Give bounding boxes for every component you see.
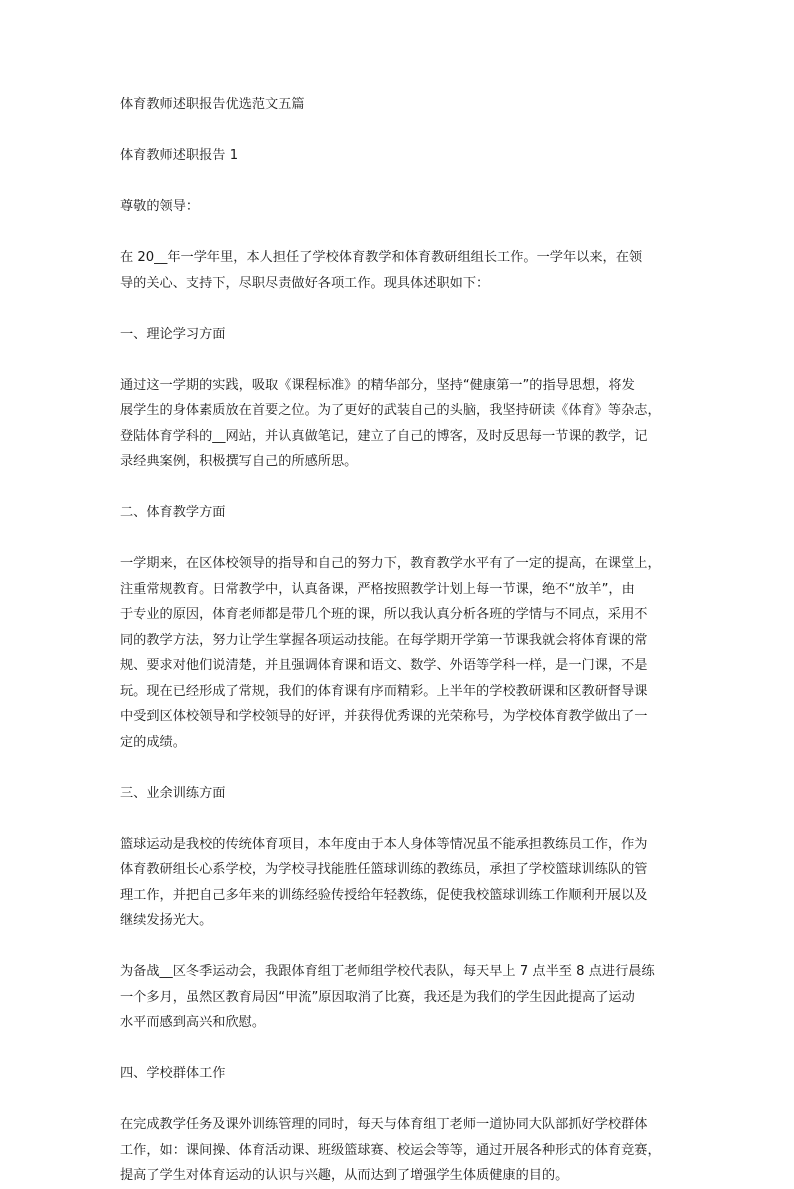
document-title: 体育教师述职报告优选范文五篇 — [120, 97, 305, 112]
paragraph-line: 水平而感到高兴和欣慰。 — [120, 1015, 266, 1030]
paragraph-line: 规、要求对他们说清楚，并且强调体育课和语文、数学、外语等学科一样，是一门课，不是 — [120, 658, 648, 673]
section-paragraph — [120, 832, 678, 934]
paragraph-line: 于专业的原因，体育老师都是带几个班的课，所以我认真分析各班的学情与不同点，采用不 — [120, 607, 648, 622]
paragraph-line: 在 20__年一学年里，本人担任了学校体育教学和体育教研组组长工作。一学年以来，在领 — [120, 250, 643, 265]
paragraph-line: 导的关心、支持下，尽职尽责做好各项工作。现具体述职如下： — [120, 275, 490, 291]
paragraph-line: 篮球运动是我校的传统体育项目，本年度由于本人身体等情况虽不能承担教练员工作，作为 — [120, 836, 648, 852]
section-heading: 四、学校群体工作 — [120, 1066, 226, 1081]
paragraph-line: 登陆体育学科的__网站，并认真做笔记，建立了自己的博客，及时反思每一节课的教学，记 — [120, 428, 648, 444]
paragraph-line: 一个多月，虽然区教育局因“甲流”原因取消了比赛，我还是为我们的学生因此提高了运动 — [120, 989, 635, 1005]
paragraph-line: 同的教学方法，努力让学生掌握各项运动技能。在每学期开学第一节课我就会将体育课的常 — [120, 632, 648, 648]
paragraph-line: 展学生的身体素质放在首要之位。为了更好的武装自己的头脑，我坚持研读《体育》等杂志， — [120, 403, 661, 418]
salutation: 尊敬的领导： — [120, 199, 200, 214]
paragraph-line: 为备战__区冬季运动会，我跟体育组丁老师组学校代表队，每天早上 7 点半至 8 点进行晨练 — [120, 964, 655, 979]
document-page — [120, 92, 678, 1189]
paragraph-line: 定的成绩。 — [120, 734, 186, 750]
paragraph-line: 录经典案例，积极撰写自己的所感所思。 — [120, 454, 358, 469]
paragraph-line: 玩。现在已经形成了常规，我们的体育课有序而精彩。上半年的学校教研课和区教研督导课 — [120, 683, 648, 699]
paragraph-line: 理工作，并把自己多年来的训练经验传授给年轻教练，促使我校篮球训练工作顺利开展以及 — [120, 887, 648, 903]
section-paragraph — [120, 551, 678, 755]
paragraph-line: 在完成教学任务及课外训练管理的同时，每天与体育组丁老师一道协同大队部抓好学校群体 — [120, 1117, 648, 1132]
paragraph-line: 注重常规教育。日常教学中，认真备课，严格按照教学计划上每一节课，绝不“放羊”，由 — [120, 581, 635, 597]
paragraph-line: 继续发扬光大。 — [120, 913, 213, 928]
intro-paragraph — [120, 245, 678, 296]
paragraph-line: 一学期来，在区体校领导的指导和自己的努力下，教育教学水平有了一定的提高，在课堂上， — [120, 556, 661, 571]
section-paragraph — [120, 373, 678, 475]
section-heading: 三、业余训练方面 — [120, 785, 226, 801]
paragraph-line: 中受到区体校领导和学校领导的好评，并获得优秀课的光荣称号，为学校体育教学做出了一 — [120, 709, 648, 724]
paragraph-line: 通过这一学期的实践，吸取《课程标准》的精华部分，坚持“健康第一”的指导思想，将发 — [120, 377, 635, 393]
paragraph-line: 工作，如：课间操、体育活动课、班级篮球赛、校运会等等，通过开展各种形式的体育竞赛， — [120, 1142, 661, 1158]
section-paragraph — [120, 1112, 678, 1189]
paragraph-line: 体育教研组长心系学校，为学校寻找能胜任篮球训练的教练员，承担了学校篮球训练队的管 — [120, 862, 648, 877]
section-heading: 二、体育教学方面 — [120, 505, 226, 520]
section-heading: 一、理论学习方面 — [120, 326, 226, 342]
paragraph-line: 提高了学生对体育运动的认识与兴趣，从而达到了增强学生体质健康的目的。 — [120, 1168, 569, 1183]
report-subtitle: 体育教师述职报告 1 — [120, 148, 239, 163]
section-paragraph — [120, 959, 678, 1036]
